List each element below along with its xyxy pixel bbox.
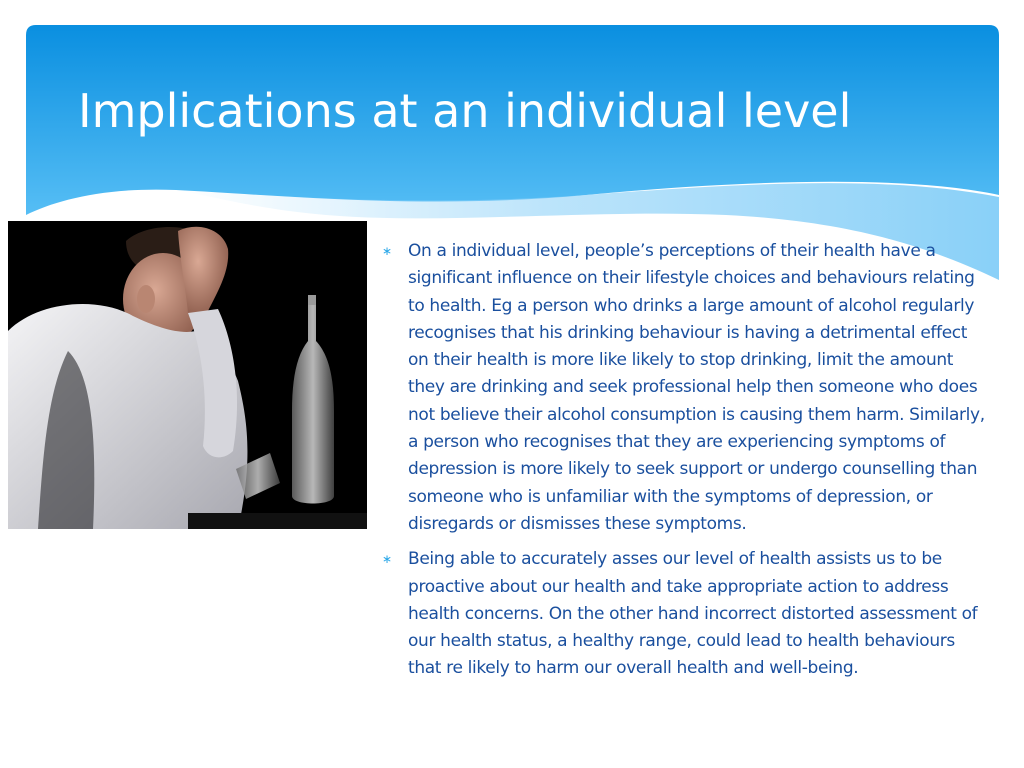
man-with-alcohol-photo (8, 221, 367, 529)
bullet-item-assessment (382, 546, 992, 682)
photo-man-with-alcohol-bottle-icon (8, 221, 367, 529)
asterisk-bullet-icon: ∗ (382, 552, 392, 567)
asterisk-bullet-icon: ∗ (382, 244, 392, 258)
bullet-text: Being able to accurately asses our level of health assists us to be proactive about our health and take appropriate action to address health concerns. On the other hand incorrect distorted assessment of our health status, a healthy range, could lead to health behaviours that re likely to harm our overall health and well-being. (408, 549, 978, 679)
slide-title: Implications at an individual level (78, 84, 852, 138)
bullet-text: On a individual level, people’s perceptions of their health have a significant influence on their lifestyle choices and behaviours relating to health. Eg a person who drinks a large amount of alcohol regularly recognises that his drinking behaviour is having a detrimental effect on their health is more like likely to stop drinking, limit the amount they are drinking and seek professional help then someone who does not believe their alcohol consumption is causing them harm. Similarly, a person who recognises that they are experiencing symptoms of depression is more likely to seek support or undergo counselling than someone who is unfamiliar with the symptoms of depression, or disregards or dismisses these symptoms. (408, 241, 985, 534)
bullet-item-perceptions (382, 238, 992, 538)
bullet-list (382, 238, 992, 691)
